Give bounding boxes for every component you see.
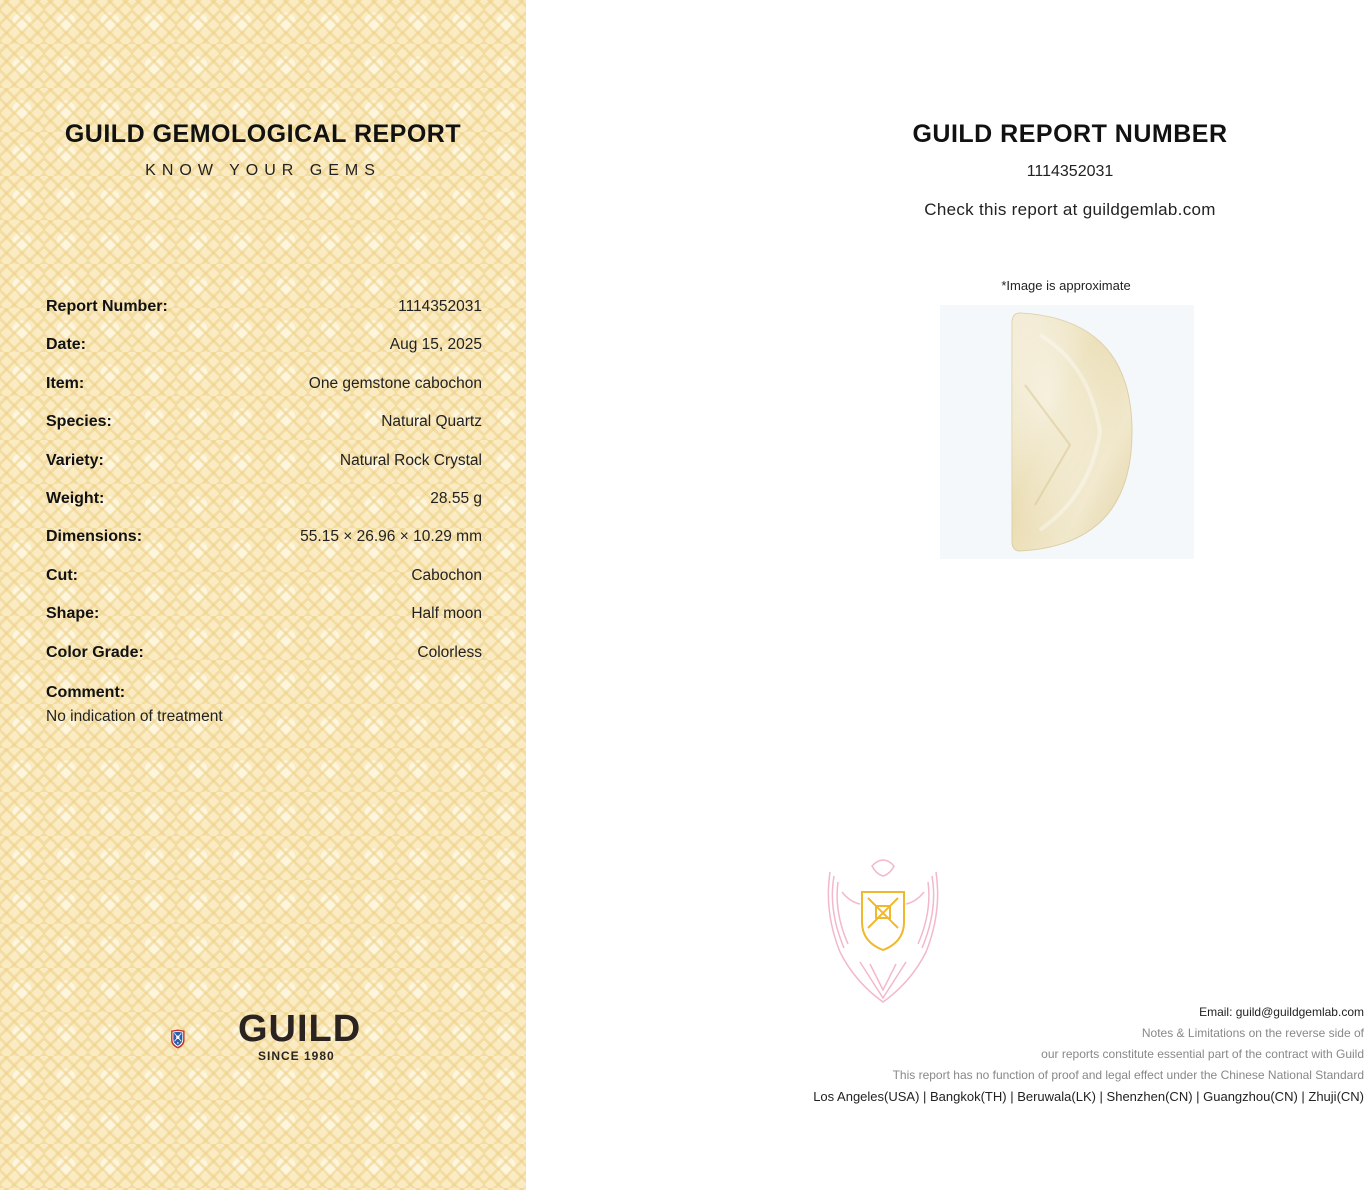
- report-title: GUILD GEMOLOGICAL REPORT: [64, 120, 462, 148]
- verify-report-text: Check this report at guildgemlab.com: [924, 200, 1216, 219]
- detail-label: Species:: [46, 413, 112, 431]
- detail-label: Date:: [46, 336, 87, 354]
- report-footer: [813, 1002, 1364, 1107]
- detail-value: Natural Rock Crystal: [339, 451, 482, 469]
- detail-value: Natural Quartz: [381, 413, 482, 431]
- detail-row-item: [46, 375, 482, 413]
- detail-row-color-grade: [46, 644, 482, 682]
- detail-row-shape: [46, 605, 482, 643]
- report-number-title: GUILD REPORT NUMBER: [912, 120, 1228, 148]
- detail-row-dimensions: [46, 528, 482, 566]
- detail-row-variety: [46, 452, 482, 490]
- detail-value: 28.55 g: [430, 489, 482, 507]
- report-number-value: 1114352031: [1026, 163, 1114, 180]
- detail-value: One gemstone cabochon: [308, 374, 482, 392]
- comment-value: No indication of treatment: [46, 707, 223, 725]
- detail-row-date: [46, 336, 482, 374]
- detail-value: 55.15 × 26.96 × 10.29 mm: [300, 528, 482, 546]
- detail-row-weight: [46, 490, 482, 528]
- detail-value: Half moon: [411, 605, 482, 623]
- comment-label: Comment:: [46, 683, 126, 701]
- image-approximate-note: *Image is approximate: [1001, 278, 1131, 293]
- detail-label: Dimensions:: [46, 528, 143, 546]
- gemstone-photo: [940, 305, 1194, 559]
- detail-value: 1114352031: [398, 298, 482, 315]
- half-moon-gem-image: [940, 305, 1194, 559]
- footer-notes-2: our reports constitute essential part of the contract with Guild: [1041, 1047, 1364, 1061]
- report-details: [46, 298, 482, 726]
- footer-cities: Los Angeles(USA) | Bangkok(TH) | Beruwala(LK) | Shenzhen(CN) | Guangzhou(CN) | Zhuji(CN): [813, 1089, 1364, 1104]
- detail-row-report-number: [46, 298, 482, 336]
- detail-label: Shape:: [46, 605, 100, 623]
- report-subtitle: KNOW YOUR GEMS: [145, 162, 381, 179]
- footer-email: Email: guild@guildgemlab.com: [1199, 1005, 1364, 1019]
- guild-eagle-seal-icon: [820, 852, 946, 1004]
- guild-shield-logo-icon: [170, 1003, 226, 1075]
- detail-label: Cut:: [46, 566, 78, 584]
- detail-label: Item:: [46, 374, 85, 392]
- report-left-panel: [0, 0, 526, 1190]
- footer-notes-1: Notes & Limitations on the reverse side of: [1141, 1026, 1364, 1040]
- detail-label: Color Grade:: [46, 643, 144, 661]
- guild-logo-wordmark: GUILD: [238, 1008, 362, 1050]
- detail-value: Colorless: [417, 643, 482, 661]
- detail-value: Cabochon: [411, 566, 482, 584]
- guild-logo-since: SINCE 1980: [258, 1049, 335, 1063]
- detail-value: Aug 15, 2025: [389, 336, 482, 354]
- detail-label: Variety:: [46, 451, 104, 469]
- footer-notes-3: This report has no function of proof and legal effect under the Chinese National Standard: [892, 1068, 1364, 1082]
- detail-row-species: [46, 413, 482, 451]
- detail-label: Weight:: [46, 489, 105, 507]
- detail-label: Report Number:: [46, 298, 168, 315]
- detail-row-cut: [46, 567, 482, 605]
